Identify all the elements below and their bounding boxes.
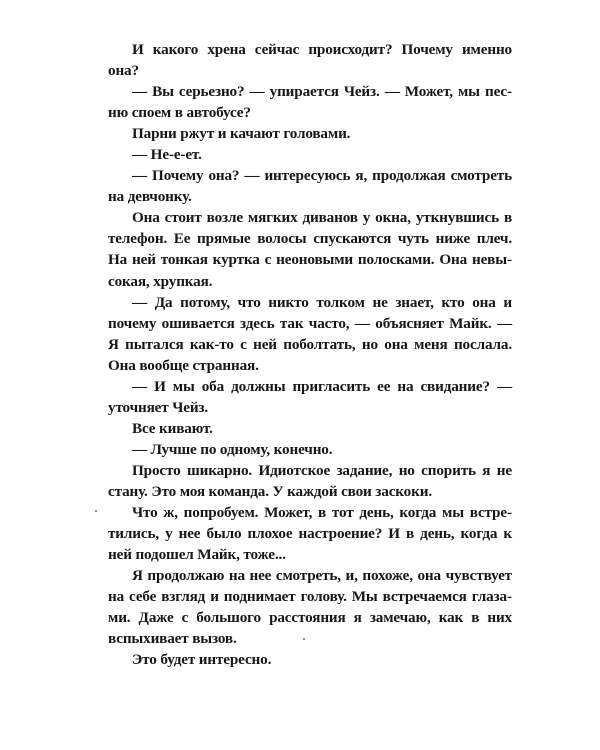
scan-speck xyxy=(95,510,97,512)
paragraph-8: — И мы оба должны пригласить ее на свидание? — уточняет Чейз. xyxy=(108,377,512,416)
paragraph-12: Что ж, попробуем. Может, в тот день, когда мы встретились, у нее было плохое настроение? И в день, когда к ней подошел Майк, тоже... xyxy=(108,504,512,564)
paragraph-1: И какого хрена сейчас происходит? Почему именно она? xyxy=(108,41,512,80)
paragraph-7: — Да потому, что никто толком не знает, кто она и почему ошивается здесь так часто, — объясняет Майк. — Я пытался как-то с ней поболтать, но она меня послала. Она вообще странная. xyxy=(108,293,512,374)
paragraph-2: — Вы серьезно? — упирается Чейз. — Может, мы песню споем в автобусе? xyxy=(108,83,512,122)
paragraph-3: Парни ржут и качают головами. xyxy=(132,125,351,143)
paragraph-6: Она стоит возле мягких диванов у окна, уткнувшись в телефон. Ее прямые волосы спускаются чуть ниже плеч. На ней тонкая куртка с неоновыми полосками. Она невысокая, хрупкая. xyxy=(108,209,512,290)
paragraph-14: Это будет интересно. xyxy=(132,651,272,669)
paragraph-11: Просто шикарно. Идиотское задание, но спорить я не стану. Это моя команда. У каждой свои заскоки. xyxy=(108,461,512,500)
paragraph-5: — Почему она? — интересуюсь я, продолжая смотреть на девчонку. xyxy=(108,167,512,206)
scan-speck xyxy=(303,638,305,640)
paragraph-4: — Не-е-ет. xyxy=(132,146,202,164)
paragraph-13: Я продолжаю на нее смотреть, и, похоже, она чувствует на себе взгляд и поднимает голову. Мы встречаемся глазами. Даже с большого расстояния я замечаю, как в них вспыхивает вызов. xyxy=(108,567,512,648)
paragraph-9: Все кивают. xyxy=(132,419,213,437)
paragraph-10: — Лучше по одному, конечно. xyxy=(132,440,333,458)
page-text xyxy=(108,39,512,670)
